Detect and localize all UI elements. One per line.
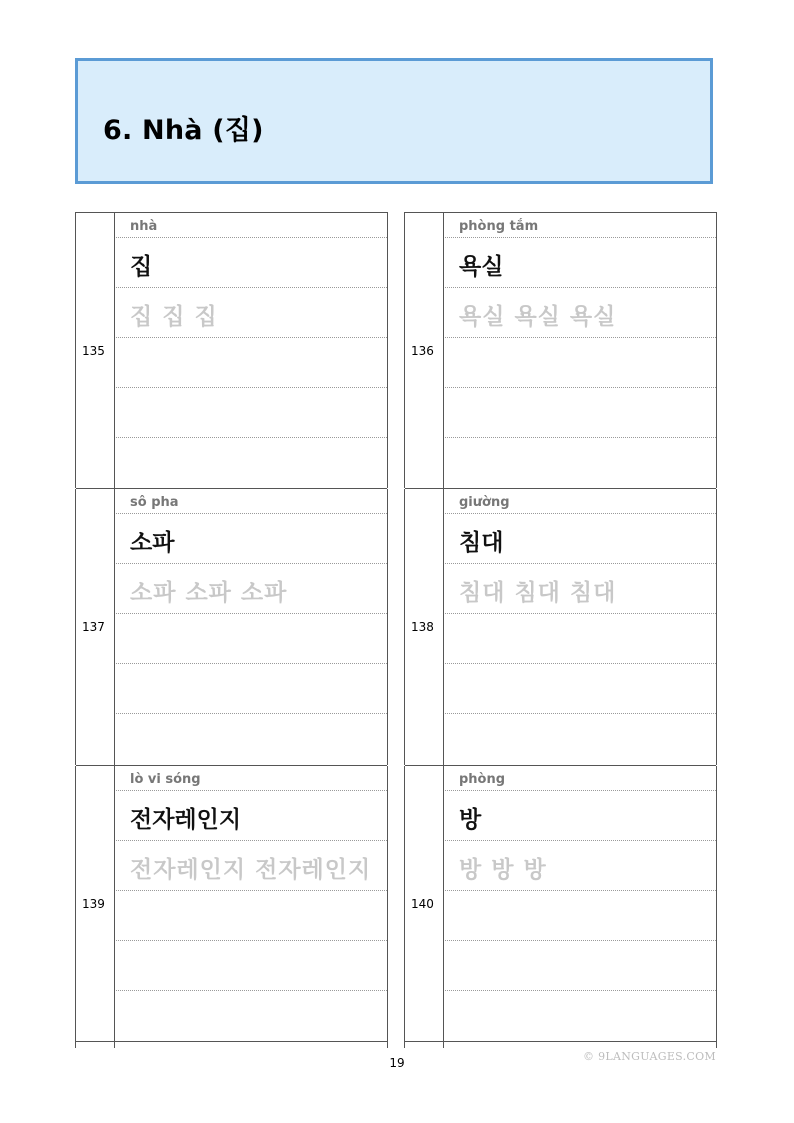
trace-text: 방 방 방 (459, 857, 547, 883)
number-column (405, 489, 444, 765)
copyright-notice: © 9LANGUAGES.COM (583, 1050, 716, 1063)
meaning-text: giường (459, 495, 510, 510)
tick-mark (75, 1041, 76, 1048)
tick-mark (387, 1041, 388, 1048)
trace-row (445, 288, 716, 338)
korean-word: 전자레인지 (130, 807, 242, 833)
number-column (405, 213, 444, 488)
tick-mark (114, 1041, 115, 1048)
vocab-card (404, 212, 717, 488)
page-number: 19 (389, 1056, 405, 1070)
trace-row (116, 841, 387, 891)
number-column (76, 766, 115, 1041)
card-number: 140 (411, 897, 434, 911)
trace-text: 집 집 집 (130, 304, 218, 330)
card-number: 138 (411, 620, 434, 634)
vocab-card (75, 489, 388, 765)
word-row (116, 514, 387, 564)
practice-line[interactable] (116, 338, 387, 388)
vocab-card (404, 766, 717, 1042)
trace-text: 소파 소파 소파 (130, 580, 288, 606)
number-column (76, 213, 115, 488)
meaning-row (445, 766, 716, 791)
meaning-row (116, 489, 387, 514)
practice-line[interactable] (116, 991, 387, 1042)
number-column (405, 766, 444, 1041)
tick-mark (443, 1041, 444, 1048)
practice-line[interactable] (116, 438, 387, 489)
practice-line[interactable] (116, 891, 387, 941)
practice-line[interactable] (116, 614, 387, 664)
word-row (445, 791, 716, 841)
word-row (116, 238, 387, 288)
trace-text: 전자레인지 전자레인지 (130, 857, 372, 883)
meaning-text: phòng (459, 772, 506, 787)
trace-text: 침대 침대 침대 (459, 580, 617, 606)
practice-line[interactable] (445, 338, 716, 388)
trace-text: 욕실 욕실 욕실 (459, 304, 617, 330)
tick-mark (716, 1041, 717, 1048)
meaning-text: nhà (130, 219, 158, 234)
practice-line[interactable] (116, 941, 387, 991)
vocab-card (75, 212, 388, 488)
practice-line[interactable] (445, 941, 716, 991)
card-number: 139 (82, 897, 105, 911)
trace-row (116, 288, 387, 338)
meaning-row (445, 213, 716, 238)
practice-line[interactable] (445, 438, 716, 489)
korean-word: 욕실 (459, 254, 504, 280)
word-row (116, 791, 387, 841)
trace-row (445, 564, 716, 614)
meaning-row (116, 766, 387, 791)
meaning-text: sô pha (130, 495, 179, 510)
card-number: 136 (411, 344, 434, 358)
vocab-card (75, 766, 388, 1042)
section-title: 6. Nhà (집) (103, 115, 264, 146)
korean-word: 집 (130, 254, 153, 280)
vocab-card (404, 489, 717, 765)
number-column (76, 489, 115, 765)
korean-word: 방 (459, 807, 482, 833)
card-number: 135 (82, 344, 105, 358)
korean-word: 침대 (459, 530, 504, 556)
meaning-text: lò vi sóng (130, 772, 201, 787)
practice-line[interactable] (445, 388, 716, 438)
practice-line[interactable] (445, 714, 716, 765)
meaning-row (445, 489, 716, 514)
meaning-text: phòng tắm (459, 219, 539, 234)
meaning-row (116, 213, 387, 238)
practice-line[interactable] (445, 991, 716, 1042)
practice-line[interactable] (445, 891, 716, 941)
practice-line[interactable] (116, 664, 387, 714)
section-header (75, 58, 713, 184)
tick-mark (404, 1041, 405, 1048)
trace-row (445, 841, 716, 891)
practice-line[interactable] (116, 714, 387, 765)
practice-line[interactable] (445, 614, 716, 664)
trace-row (116, 564, 387, 614)
korean-word: 소파 (130, 530, 175, 556)
word-row (445, 514, 716, 564)
practice-line[interactable] (116, 388, 387, 438)
card-number: 137 (82, 620, 105, 634)
practice-line[interactable] (445, 664, 716, 714)
word-row (445, 238, 716, 288)
